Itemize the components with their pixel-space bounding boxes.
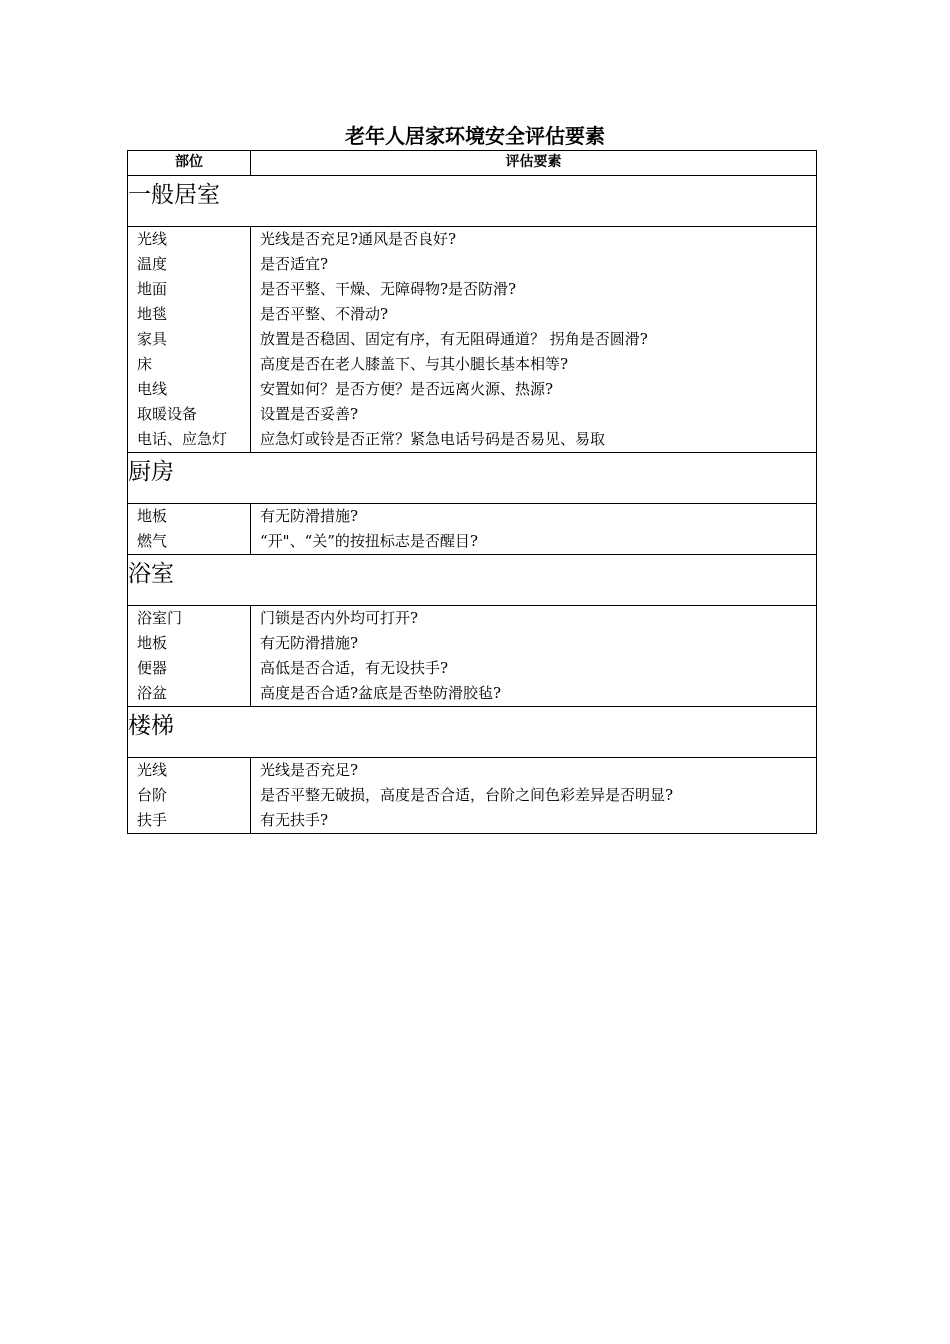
- section-title: 楼梯: [128, 707, 817, 758]
- part-cell: 地板: [137, 634, 168, 652]
- elements-column: [251, 758, 817, 834]
- section-rows: [128, 504, 817, 555]
- part-cell: 温度: [137, 255, 168, 273]
- assessment-table: [127, 150, 817, 834]
- elements-cell: “开"、“关”的按扭标志是否醒目?: [260, 532, 478, 550]
- part-column: [128, 606, 251, 707]
- part-cell: 便器: [137, 659, 168, 677]
- section-header-row: [128, 707, 817, 758]
- section-title: 厨房: [128, 453, 817, 504]
- table-body: [128, 176, 817, 834]
- elements-cell: 应急灯或铃是否正常？紧急电话号码是否易见、易取: [260, 430, 606, 448]
- elements-cell: 高低是否合适，有无设扶手?: [260, 659, 449, 677]
- elements-cell: 是否平整、不滑动?: [260, 305, 389, 323]
- section-title: 浴室: [128, 555, 817, 606]
- part-cell: 地毯: [137, 305, 168, 323]
- section-rows: [128, 758, 817, 834]
- elements-cell: 光线是否充足?: [260, 761, 359, 779]
- elements-cell: 是否平整、干燥、无障碍物?是否防滑?: [260, 280, 517, 298]
- part-cell: 台阶: [137, 786, 168, 804]
- part-cell: 电线: [137, 380, 168, 398]
- table-header-row: [128, 151, 817, 176]
- elements-column: [251, 504, 817, 555]
- part-cell: 光线: [137, 761, 168, 779]
- part-column: [128, 758, 251, 834]
- elements-cell: 高度是否在老人膝盖下、与其小腿长基本相等?: [260, 355, 569, 373]
- elements-column: [251, 227, 817, 453]
- elements-cell: 门锁是否内外均可打开?: [260, 609, 419, 627]
- elements-cell: 安置如何？是否方便？是否远离火源、热源?: [260, 380, 554, 398]
- elements-cell: 高度是否合适?盆底是否垫防滑胶毡?: [260, 684, 502, 702]
- elements-cell: 有无扶手?: [260, 811, 329, 829]
- part-cell: 燃气: [137, 532, 168, 550]
- part-cell: 浴室门: [137, 609, 183, 627]
- part-cell: 床: [137, 355, 153, 373]
- part-cell: 地面: [137, 280, 168, 298]
- elements-cell: 是否适宜?: [260, 255, 329, 273]
- part-cell: 光线: [137, 230, 168, 248]
- section-header-row: [128, 555, 817, 606]
- section-header-row: [128, 453, 817, 504]
- elements-column: [251, 606, 817, 707]
- part-cell: 电话、应急灯: [137, 430, 228, 448]
- part-column: [128, 504, 251, 555]
- elements-cell: 是否平整无破损，高度是否合适，台阶之间色彩差异是否明显?: [260, 786, 674, 804]
- elements-cell: 有无防滑措施?: [260, 507, 359, 525]
- section-rows: [128, 606, 817, 707]
- elements-cell: 放置是否稳固、固定有序，有无阻碍通道？ 拐角是否圆滑?: [260, 330, 648, 348]
- part-cell: 取暖设备: [137, 405, 198, 423]
- section-title: 一般居室: [128, 176, 817, 227]
- part-cell: 扶手: [137, 811, 168, 829]
- part-cell: 地板: [137, 507, 168, 525]
- section-header-row: [128, 176, 817, 227]
- header-elements: 评估要素: [251, 151, 817, 176]
- part-column: [128, 227, 251, 453]
- elements-cell: 设置是否妥善?: [260, 405, 359, 423]
- document-title: 老年人居家环境安全评估要素: [345, 124, 605, 148]
- part-cell: 浴盆: [137, 684, 168, 702]
- header-part: 部位: [128, 151, 251, 176]
- elements-cell: 有无防滑措施?: [260, 634, 359, 652]
- section-rows: [128, 227, 817, 453]
- part-cell: 家具: [137, 330, 168, 348]
- elements-cell: 光线是否充足?通风是否良好?: [260, 230, 457, 248]
